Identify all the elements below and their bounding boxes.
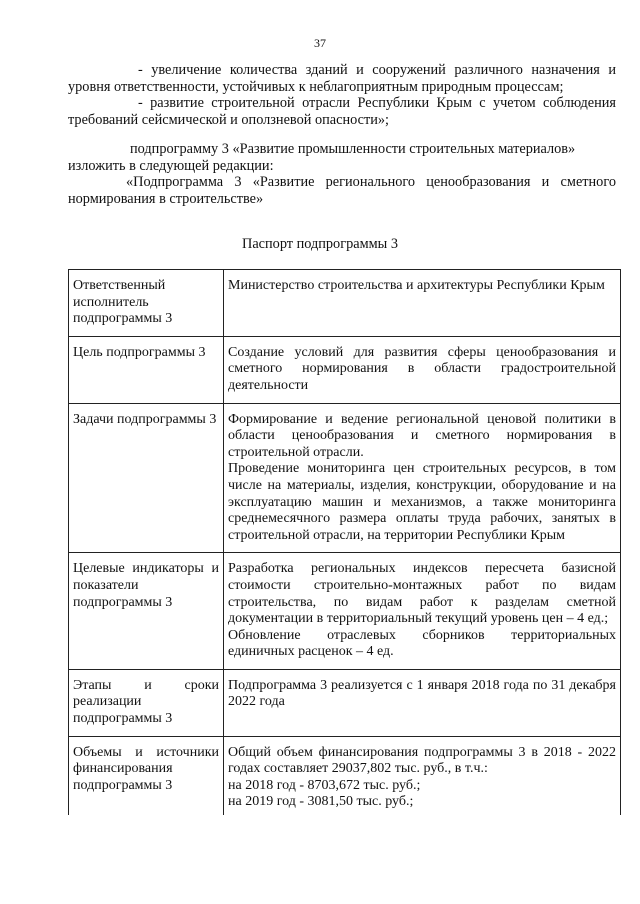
row-value-line: Создание условий для развития сферы ценообразования и сметного нормирования в области градостроительной деятельности xyxy=(228,344,616,393)
row-label: Целевые индикаторы и показатели подпрограммы 3 xyxy=(69,553,224,670)
passport-title: Паспорт подпрограммы 3 xyxy=(242,236,398,252)
row-value xyxy=(224,270,621,337)
row-value xyxy=(224,669,621,736)
row-value-line: Министерство строительства и архитектуры Республики Крым xyxy=(228,278,605,293)
row-value-line: Общий объем финансирования подпрограммы 3 в 2018 - 2022 годах составляет 29037,802 тыс. руб., в т.ч.: xyxy=(228,744,616,777)
intro-new-title: «Подпрограмма 3 «Развитие регионального ценообразования и сметного нормирования в строительстве» xyxy=(68,174,616,207)
intro-bullet-1: - увеличение количества зданий и сооружений различного назначения и уровня ответственности, устойчивых к неблагоприятным природным процессам; xyxy=(68,62,616,95)
row-value-line: Подпрограмма 3 реализуется с 1 января 2018 года по 31 декабря 2022 года xyxy=(228,677,616,710)
row-label: Объемы и источники финансирования подпрограммы 3 xyxy=(69,736,224,815)
intro-instruction-1: подпрограмму 3 «Развитие промышленности строительных материалов» xyxy=(130,141,576,157)
row-value-line: Обновление отраслевых сборников территориальных единичных расценок – 4 ед. xyxy=(228,627,616,660)
intro-text xyxy=(68,62,616,207)
row-value xyxy=(224,403,621,553)
row-value xyxy=(224,553,621,670)
table-row xyxy=(69,336,621,403)
row-value-line: на 2018 год - 8703,672 тыс. руб.; xyxy=(228,777,421,793)
row-value-line: на 2019 год - 3081,50 тыс. руб.; xyxy=(228,794,414,810)
row-value xyxy=(224,736,621,815)
passport-table xyxy=(68,269,621,815)
row-value-line: Проведение мониторинга цен строительных ресурсов, в том числе на материалы, изделия, конструкции, оборудование и на эксплуатацию машин и механизмов, а также мониторинга среднемесячного размера оплаты труда рабочих, занятых в строительной отрасли, на территории Республики Крым xyxy=(228,461,616,543)
row-label: Задачи подпрограммы 3 xyxy=(69,403,224,553)
row-value xyxy=(224,336,621,403)
row-label: Ответственный исполнитель подпрограммы 3 xyxy=(69,270,224,337)
table-row xyxy=(69,669,621,736)
table-row xyxy=(69,403,621,553)
intro-instruction-2: изложить в следующей редакции: xyxy=(68,157,274,174)
table-row xyxy=(69,270,621,337)
page-number: 37 xyxy=(314,36,326,50)
table-row xyxy=(69,736,621,815)
row-value-line: Формирование и ведение региональной ценовой политики в области ценообразования и сметного нормирования в строительной отрасли. xyxy=(228,411,616,460)
table-row xyxy=(69,553,621,670)
row-label: Цель подпрограммы 3 xyxy=(69,336,224,403)
row-label: Этапы и сроки реализации подпрограммы 3 xyxy=(69,669,224,736)
intro-bullet-2: - развитие строительной отрасли Республики Крым с учетом соблюдения требований сейсмической и оползневой опасности»; xyxy=(68,95,616,128)
row-value-line: Разработка региональных индексов пересчета базисной стоимости строительно-монтажных работ по видам строительства, по видам работ к разделам сметной документации в территориальный текущий уровень цен – 4 ед.; xyxy=(228,561,616,627)
